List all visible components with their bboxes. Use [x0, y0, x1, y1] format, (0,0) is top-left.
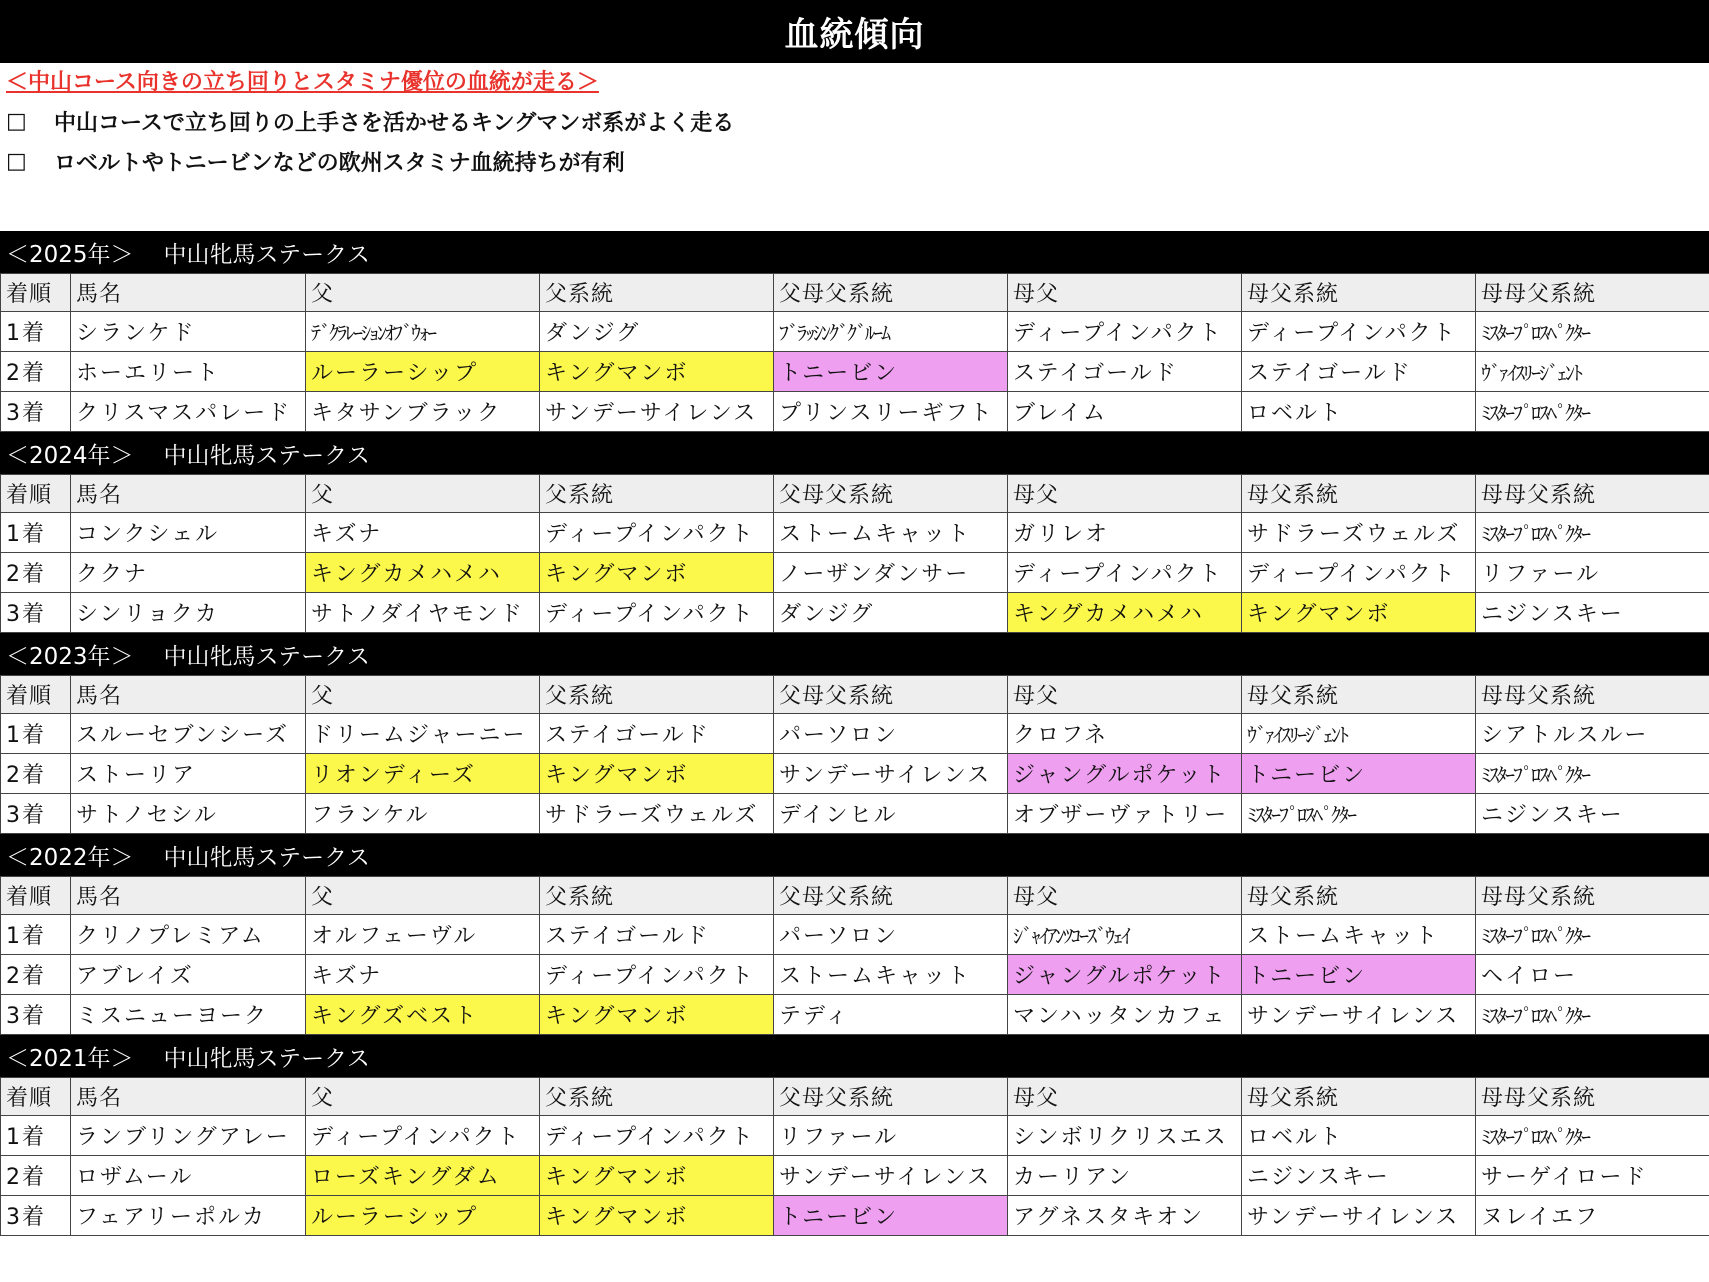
- year-header: [0, 834, 1709, 876]
- column-header: 母父: [1008, 877, 1242, 915]
- table-cell: サンデーサイレンス: [1242, 1196, 1476, 1236]
- table-cell: キタサンブラック: [306, 392, 540, 432]
- table-cell: ステイゴールド: [1008, 352, 1242, 392]
- table-cell: リオンディーズ: [306, 754, 540, 794]
- table-cell: リファール: [1476, 553, 1709, 593]
- table-row: [1, 754, 1709, 794]
- table-cell: ストームキャット: [774, 513, 1008, 553]
- page-title: 血統傾向: [0, 0, 1709, 63]
- table-cell: ヘイロー: [1476, 955, 1709, 995]
- table-cell: ディープインパクト: [540, 593, 774, 633]
- table-row: [1, 593, 1709, 633]
- year-label: ＜2022年＞: [6, 844, 134, 871]
- table-cell: シランケド: [71, 312, 306, 352]
- checkbox-icon: □: [6, 148, 27, 174]
- race-name: 中山牝馬ステークス: [163, 1045, 370, 1072]
- column-header: 母父系統: [1242, 1078, 1476, 1116]
- table-cell: シアトルスルー: [1476, 714, 1709, 754]
- table-cell: ディープインパクト: [1008, 553, 1242, 593]
- column-header: 着順: [1, 877, 71, 915]
- table-cell: シンリョクカ: [71, 593, 306, 633]
- column-header: 母父系統: [1242, 475, 1476, 513]
- column-header: 父系統: [540, 1078, 774, 1116]
- table-row: [1, 1156, 1709, 1196]
- table-cell: ディープインパクト: [1242, 312, 1476, 352]
- table-cell: プリンスリーギフト: [774, 392, 1008, 432]
- column-header: 着順: [1, 475, 71, 513]
- table-cell: 3着: [1, 593, 71, 633]
- column-header: 馬名: [71, 1078, 306, 1116]
- table-cell: フェアリーポルカ: [71, 1196, 306, 1236]
- table-cell: アグネスタキオン: [1008, 1196, 1242, 1236]
- race-name: 中山牝馬ステークス: [163, 241, 370, 268]
- table-cell: パーソロン: [774, 714, 1008, 754]
- table-cell: リファール: [774, 1116, 1008, 1156]
- table-cell: キングカメハメハ: [306, 553, 540, 593]
- table-cell: ディープインパクト: [1008, 312, 1242, 352]
- table-row: [1, 794, 1709, 834]
- table-cell: ディープインパクト: [540, 955, 774, 995]
- table-header-row: [1, 475, 1709, 513]
- table-row: [1, 995, 1709, 1035]
- table-cell: ロベルト: [1242, 392, 1476, 432]
- table-cell: ローズキングダム: [306, 1156, 540, 1196]
- table-cell: ステイゴールド: [1242, 352, 1476, 392]
- table-cell: ディープインパクト: [1242, 553, 1476, 593]
- column-header: 父母父系統: [774, 475, 1008, 513]
- table-cell: ダンジグ: [774, 593, 1008, 633]
- table-cell: ストーリア: [71, 754, 306, 794]
- table-cell: キングカメハメハ: [1008, 593, 1242, 633]
- table-row: [1, 352, 1709, 392]
- table-cell: ﾐｽﾀｰﾌﾟﾛｽﾍﾟｸﾀｰ: [1476, 312, 1709, 352]
- year-header: [0, 231, 1709, 273]
- table-cell: サトノセシル: [71, 794, 306, 834]
- table-cell: ダンジグ: [540, 312, 774, 352]
- column-header: 母母父系統: [1476, 676, 1709, 714]
- table-cell: ストームキャット: [1242, 915, 1476, 955]
- column-header: 父: [306, 877, 540, 915]
- table-row: [1, 1196, 1709, 1236]
- table-row: [1, 513, 1709, 553]
- column-header: 父系統: [540, 877, 774, 915]
- table-cell: クロフネ: [1008, 714, 1242, 754]
- table-cell: 1着: [1, 1116, 71, 1156]
- table-cell: シンボリクリスエス: [1008, 1116, 1242, 1156]
- table-cell: ﾐｽﾀｰﾌﾟﾛｽﾍﾟｸﾀｰ: [1476, 1116, 1709, 1156]
- table-cell: ククナ: [71, 553, 306, 593]
- column-header: 馬名: [71, 274, 306, 312]
- checkbox-icon: □: [6, 108, 27, 134]
- column-header: 母母父系統: [1476, 1078, 1709, 1116]
- table-cell: キズナ: [306, 513, 540, 553]
- column-header: 母父: [1008, 475, 1242, 513]
- column-header: 父系統: [540, 676, 774, 714]
- table-cell: キングマンボ: [1242, 593, 1476, 633]
- table-header-row: [1, 676, 1709, 714]
- table-cell: デインヒル: [774, 794, 1008, 834]
- pedigree-table: [0, 273, 1709, 432]
- results-sections: [0, 231, 1709, 1236]
- table-cell: キングマンボ: [540, 1156, 774, 1196]
- table-cell: ﾐｽﾀｰﾌﾟﾛｽﾍﾟｸﾀｰ: [1476, 392, 1709, 432]
- race-name: 中山牝馬ステークス: [163, 844, 370, 871]
- table-cell: ﾐｽﾀｰﾌﾟﾛｽﾍﾟｸﾀｰ: [1476, 995, 1709, 1035]
- year-label: ＜2025年＞: [6, 241, 134, 268]
- column-header: 母母父系統: [1476, 877, 1709, 915]
- year-label: ＜2024年＞: [6, 442, 134, 469]
- table-cell: キングズベスト: [306, 995, 540, 1035]
- table-cell: 2着: [1, 1156, 71, 1196]
- table-cell: フランケル: [306, 794, 540, 834]
- column-header: 母父系統: [1242, 877, 1476, 915]
- column-header: 父: [306, 274, 540, 312]
- column-header: 馬名: [71, 475, 306, 513]
- table-cell: 2着: [1, 352, 71, 392]
- race-name: 中山牝馬ステークス: [163, 442, 370, 469]
- table-cell: ステイゴールド: [540, 714, 774, 754]
- column-header: 母母父系統: [1476, 475, 1709, 513]
- column-header: 母父: [1008, 274, 1242, 312]
- table-header-row: [1, 877, 1709, 915]
- table-cell: ノーザンダンサー: [774, 553, 1008, 593]
- table-cell: コンクシェル: [71, 513, 306, 553]
- table-cell: サドラーズウェルズ: [1242, 513, 1476, 553]
- column-header: 馬名: [71, 676, 306, 714]
- year-label: ＜2021年＞: [6, 1045, 134, 1072]
- table-cell: ﾐｽﾀｰﾌﾟﾛｽﾍﾟｸﾀｰ: [1476, 754, 1709, 794]
- table-cell: ﾐｽﾀｰﾌﾟﾛｽﾍﾟｸﾀｰ: [1476, 915, 1709, 955]
- table-cell: キングマンボ: [540, 553, 774, 593]
- pedigree-table: [0, 474, 1709, 633]
- table-cell: ディープインパクト: [306, 1116, 540, 1156]
- table-row: [1, 1116, 1709, 1156]
- table-cell: アブレイズ: [71, 955, 306, 995]
- table-cell: トニービン: [774, 1196, 1008, 1236]
- table-cell: サンデーサイレンス: [774, 1156, 1008, 1196]
- table-cell: マンハッタンカフェ: [1008, 995, 1242, 1035]
- table-cell: サーゲイロード: [1476, 1156, 1709, 1196]
- table-cell: 3着: [1, 392, 71, 432]
- table-cell: ロベルト: [1242, 1116, 1476, 1156]
- table-cell: ｼﾞｬｲｱﾝﾂｺｰｽﾞｳｪｲ: [1008, 915, 1242, 955]
- table-header-row: [1, 274, 1709, 312]
- pedigree-table: [0, 675, 1709, 834]
- table-cell: ロザムール: [71, 1156, 306, 1196]
- table-cell: サンデーサイレンス: [540, 392, 774, 432]
- table-cell: ガリレオ: [1008, 513, 1242, 553]
- column-header: 父: [306, 475, 540, 513]
- table-cell: 2着: [1, 754, 71, 794]
- year-header: [0, 633, 1709, 675]
- table-cell: キングマンボ: [540, 352, 774, 392]
- table-header-row: [1, 1078, 1709, 1116]
- table-cell: オブザーヴァトリー: [1008, 794, 1242, 834]
- table-cell: ﾃﾞｸﾗﾚｰｼｮﾝｵﾌﾞｳｫｰ: [306, 312, 540, 352]
- year-header: [0, 1035, 1709, 1077]
- table-cell: 2着: [1, 553, 71, 593]
- column-header: 父系統: [540, 274, 774, 312]
- table-cell: サンデーサイレンス: [1242, 995, 1476, 1035]
- table-cell: ニジンスキー: [1476, 593, 1709, 633]
- table-cell: ミスニューヨーク: [71, 995, 306, 1035]
- table-cell: ディープインパクト: [540, 513, 774, 553]
- table-cell: 1着: [1, 513, 71, 553]
- table-cell: トニービン: [1242, 754, 1476, 794]
- table-cell: 3着: [1, 794, 71, 834]
- table-cell: オルフェーヴル: [306, 915, 540, 955]
- table-cell: ルーラーシップ: [306, 352, 540, 392]
- column-header: 母父: [1008, 1078, 1242, 1116]
- bullet-text: 中山コースで立ち回りの上手さを活かせるキングマンボ系がよく走る: [54, 110, 735, 136]
- race-name: 中山牝馬ステークス: [163, 643, 370, 670]
- column-header: 父母父系統: [774, 274, 1008, 312]
- column-header: 母母父系統: [1476, 274, 1709, 312]
- table-cell: キングマンボ: [540, 1196, 774, 1236]
- intro-section: [0, 63, 1709, 231]
- column-header: 父: [306, 676, 540, 714]
- column-header: 馬名: [71, 877, 306, 915]
- table-cell: ニジンスキー: [1242, 1156, 1476, 1196]
- table-cell: スルーセブンシーズ: [71, 714, 306, 754]
- table-cell: トニービン: [774, 352, 1008, 392]
- column-header: 着順: [1, 1078, 71, 1116]
- bullet-item: [6, 101, 1709, 141]
- table-cell: ジャングルポケット: [1008, 955, 1242, 995]
- pedigree-table: [0, 1077, 1709, 1236]
- table-row: [1, 392, 1709, 432]
- year-header: [0, 432, 1709, 474]
- table-row: [1, 915, 1709, 955]
- column-header: 父: [306, 1078, 540, 1116]
- table-row: [1, 714, 1709, 754]
- column-header: 母父系統: [1242, 676, 1476, 714]
- table-cell: ルーラーシップ: [306, 1196, 540, 1236]
- table-cell: サドラーズウェルズ: [540, 794, 774, 834]
- table-cell: クリスマスパレード: [71, 392, 306, 432]
- table-cell: ｳﾞｧｲｽﾘｰｼﾞｪﾝﾄ: [1476, 352, 1709, 392]
- column-header: 母父系統: [1242, 274, 1476, 312]
- table-cell: 3着: [1, 1196, 71, 1236]
- table-cell: 3着: [1, 995, 71, 1035]
- column-header: 着順: [1, 676, 71, 714]
- table-cell: ニジンスキー: [1476, 794, 1709, 834]
- table-cell: ドリームジャーニー: [306, 714, 540, 754]
- table-row: [1, 955, 1709, 995]
- table-cell: 1着: [1, 915, 71, 955]
- table-row: [1, 553, 1709, 593]
- bullet-item: [6, 141, 1709, 181]
- table-cell: キズナ: [306, 955, 540, 995]
- table-cell: キングマンボ: [540, 754, 774, 794]
- column-header: 父母父系統: [774, 676, 1008, 714]
- table-cell: ランブリングアレー: [71, 1116, 306, 1156]
- table-cell: ジャングルポケット: [1008, 754, 1242, 794]
- column-header: 父母父系統: [774, 877, 1008, 915]
- column-header: 父系統: [540, 475, 774, 513]
- table-cell: ヌレイエフ: [1476, 1196, 1709, 1236]
- table-cell: 1着: [1, 312, 71, 352]
- table-cell: ホーエリート: [71, 352, 306, 392]
- table-cell: ﾐｽﾀｰﾌﾟﾛｽﾍﾟｸﾀｰ: [1242, 794, 1476, 834]
- table-cell: サンデーサイレンス: [774, 754, 1008, 794]
- table-cell: サトノダイヤモンド: [306, 593, 540, 633]
- table-cell: ストームキャット: [774, 955, 1008, 995]
- column-header: 父母父系統: [774, 1078, 1008, 1116]
- table-row: [1, 312, 1709, 352]
- bullet-text: ロベルトやトニービンなどの欧州スタミナ血統持ちが有利: [54, 150, 625, 176]
- table-cell: パーソロン: [774, 915, 1008, 955]
- table-cell: テディ: [774, 995, 1008, 1035]
- table-cell: キングマンボ: [540, 995, 774, 1035]
- table-cell: トニービン: [1242, 955, 1476, 995]
- table-cell: カーリアン: [1008, 1156, 1242, 1196]
- column-header: 母父: [1008, 676, 1242, 714]
- table-cell: 2着: [1, 955, 71, 995]
- table-cell: ﾌﾞﾗｯｼﾝｸﾞｸﾞﾙｰﾑ: [774, 312, 1008, 352]
- table-cell: 1着: [1, 714, 71, 754]
- headline: ＜中山コース向きの立ち回りとスタミナ優位の血統が走る＞: [6, 70, 599, 95]
- column-header: 着順: [1, 274, 71, 312]
- table-cell: クリノプレミアム: [71, 915, 306, 955]
- year-label: ＜2023年＞: [6, 643, 134, 670]
- table-cell: ディープインパクト: [540, 1116, 774, 1156]
- pedigree-table: [0, 876, 1709, 1035]
- table-cell: ブレイム: [1008, 392, 1242, 432]
- table-cell: ステイゴールド: [540, 915, 774, 955]
- table-cell: ﾐｽﾀｰﾌﾟﾛｽﾍﾟｸﾀｰ: [1476, 513, 1709, 553]
- table-cell: ｳﾞｧｲｽﾘｰｼﾞｪﾝﾄ: [1242, 714, 1476, 754]
